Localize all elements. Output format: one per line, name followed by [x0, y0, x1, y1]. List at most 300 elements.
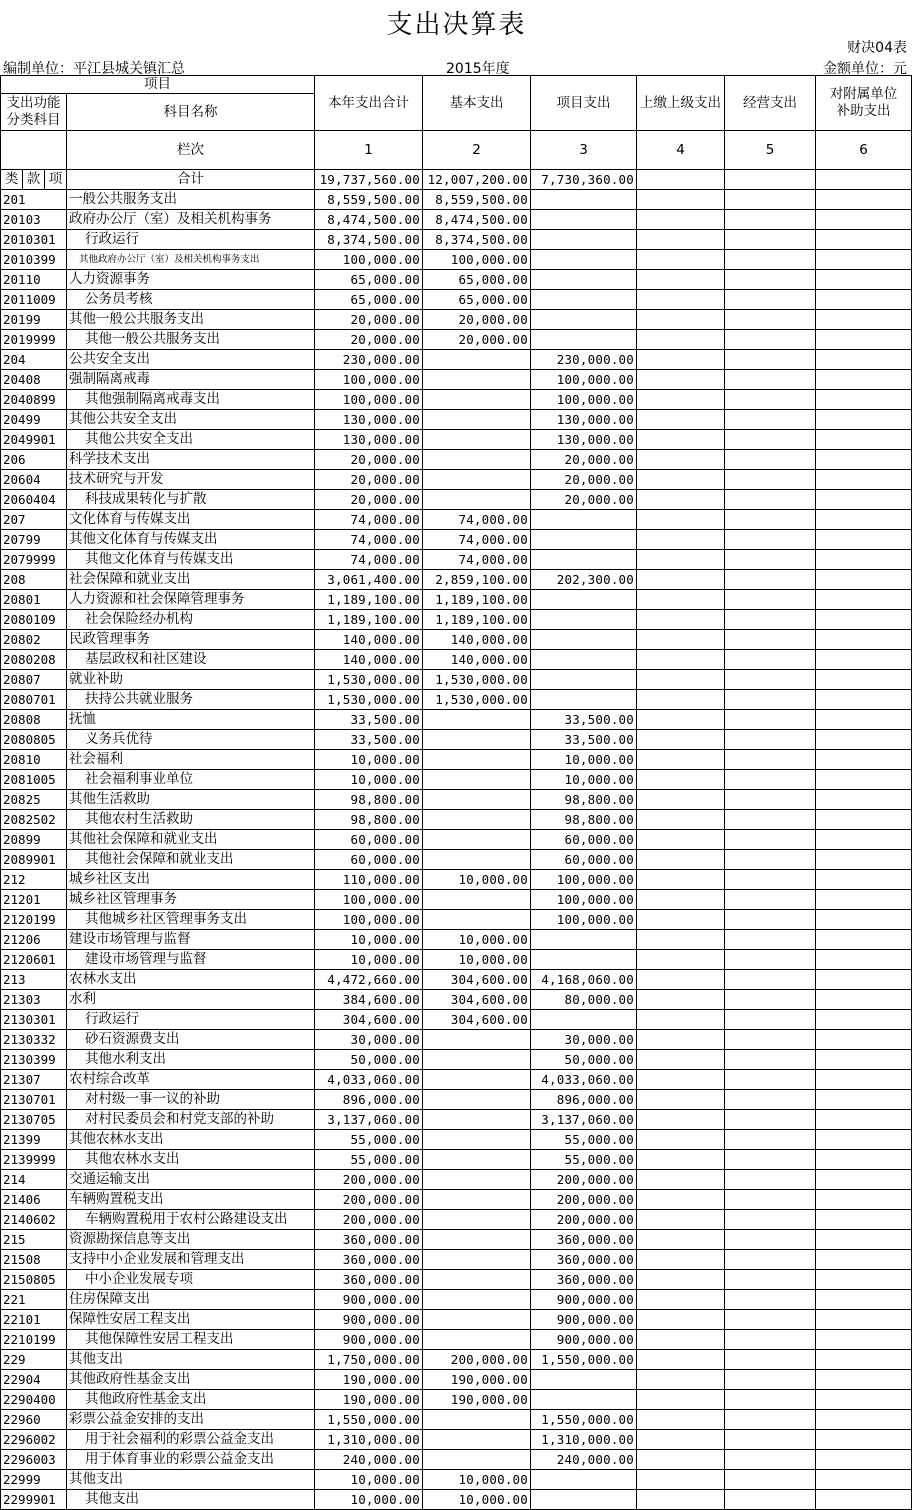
- row-subject-name: 其他一般公共服务支出: [67, 330, 315, 350]
- row-empty-cell: [816, 1110, 912, 1130]
- row-total: 4,033,060.00: [315, 1070, 423, 1090]
- row-project: 100,000.00: [531, 870, 637, 890]
- row-empty-cell: [725, 630, 816, 650]
- row-project: [531, 1490, 637, 1510]
- row-code: 2040899: [1, 390, 67, 410]
- row-total: 10,000.00: [315, 1470, 423, 1490]
- row-subject-name: 车辆购置税用于农村公路建设支出: [67, 1210, 315, 1230]
- row-empty-cell: [816, 370, 912, 390]
- row-empty-cell: [816, 1270, 912, 1290]
- row-empty-cell: [725, 1330, 816, 1350]
- table-row: [1, 1250, 912, 1270]
- row-empty-cell: [725, 1130, 816, 1150]
- row-total: 200,000.00: [315, 1210, 423, 1230]
- row-basic: 10,000.00: [423, 950, 531, 970]
- row-empty-cell: [637, 270, 725, 290]
- row-project: [531, 950, 637, 970]
- row-total: 230,000.00: [315, 350, 423, 370]
- row-total: 65,000.00: [315, 290, 423, 310]
- row-code: 20802: [1, 630, 67, 650]
- row-project: 10,000.00: [531, 770, 637, 790]
- row-project: [531, 610, 637, 630]
- row-subject-name: 其他文化体育与传媒支出: [67, 530, 315, 550]
- row-total: 55,000.00: [315, 1150, 423, 1170]
- row-empty-cell: [637, 290, 725, 310]
- row-basic: [423, 1130, 531, 1150]
- row-empty-cell: [725, 430, 816, 450]
- row-empty-cell: [637, 1290, 725, 1310]
- row-project: 30,000.00: [531, 1030, 637, 1050]
- row-project: 50,000.00: [531, 1050, 637, 1070]
- row-code: 215: [1, 1230, 67, 1250]
- table-row: [1, 470, 912, 490]
- row-project: [531, 1470, 637, 1490]
- row-empty-cell: [637, 970, 725, 990]
- row-empty-cell: [637, 1210, 725, 1230]
- table-row: [1, 230, 912, 250]
- row-code: 2120199: [1, 910, 67, 930]
- table-row: [1, 490, 912, 510]
- row-empty-cell: [637, 310, 725, 330]
- row-empty-cell: [637, 210, 725, 230]
- row-empty-cell: [637, 1030, 725, 1050]
- row-subject-name: 社会福利: [67, 750, 315, 770]
- row-code: 22960: [1, 1410, 67, 1430]
- table-row: [1, 390, 912, 410]
- row-project: [531, 230, 637, 250]
- row-empty-cell: [816, 1250, 912, 1270]
- row-total: 20,000.00: [315, 310, 423, 330]
- row-project: [531, 650, 637, 670]
- row-empty-cell: [816, 530, 912, 550]
- table-row: [1, 610, 912, 630]
- row-total: 1,189,100.00: [315, 610, 423, 630]
- row-code: 221: [1, 1290, 67, 1310]
- row-empty-cell: [816, 850, 912, 870]
- row-subject-name: 社会保障和就业支出: [67, 570, 315, 590]
- row-total: 100,000.00: [315, 390, 423, 410]
- row-empty-cell: [637, 1230, 725, 1250]
- row-project: 33,500.00: [531, 710, 637, 730]
- row-total: 74,000.00: [315, 530, 423, 550]
- row-basic: [423, 710, 531, 730]
- row-empty-cell: [816, 550, 912, 570]
- row-code: 2081005: [1, 770, 67, 790]
- row-empty-cell: [637, 490, 725, 510]
- row-empty-cell: [725, 1090, 816, 1110]
- total-amount: 19,737,560.00: [315, 170, 423, 190]
- row-code: 212: [1, 870, 67, 890]
- row-empty-cell: [725, 590, 816, 610]
- row-empty-cell: [725, 1390, 816, 1410]
- row-empty-cell: [637, 1310, 725, 1330]
- row-code: 204: [1, 350, 67, 370]
- row-empty-cell: [637, 670, 725, 690]
- row-project: [531, 270, 637, 290]
- row-empty-cell: [816, 1490, 912, 1510]
- row-basic: [423, 770, 531, 790]
- col-number-5: 5: [725, 131, 816, 170]
- row-empty-cell: [816, 1470, 912, 1490]
- row-code: 201: [1, 190, 67, 210]
- row-code: 2130332: [1, 1030, 67, 1050]
- row-empty-cell: [637, 1090, 725, 1110]
- row-empty-cell: [725, 870, 816, 890]
- row-empty-cell: [637, 610, 725, 630]
- col-subsidy-header: 对附属单位补助支出: [816, 76, 912, 131]
- row-code: 2130399: [1, 1050, 67, 1070]
- row-empty-cell: [725, 810, 816, 830]
- row-basic: [423, 1090, 531, 1110]
- row-code: 213: [1, 970, 67, 990]
- row-basic: [423, 750, 531, 770]
- row-empty-cell: [637, 570, 725, 590]
- row-subject-name: 其他农林水支出: [67, 1150, 315, 1170]
- row-subject-name: 水利: [67, 990, 315, 1010]
- table-row: [1, 970, 912, 990]
- row-project: [531, 930, 637, 950]
- row-empty-cell: [725, 1050, 816, 1070]
- row-empty-cell: [725, 350, 816, 370]
- row-code: 2130705: [1, 1110, 67, 1130]
- row-empty-cell: [816, 1370, 912, 1390]
- row-project: 900,000.00: [531, 1310, 637, 1330]
- row-empty-cell: [637, 1330, 725, 1350]
- row-empty-cell: [725, 1290, 816, 1310]
- row-code: 20103: [1, 210, 67, 230]
- row-empty-cell: [725, 410, 816, 430]
- row-subject-name: 一般公共服务支出: [67, 190, 315, 210]
- row-total: 8,374,500.00: [315, 230, 423, 250]
- row-total: 360,000.00: [315, 1230, 423, 1250]
- row-project: 130,000.00: [531, 430, 637, 450]
- row-code: 21307: [1, 1070, 67, 1090]
- row-total: 360,000.00: [315, 1250, 423, 1270]
- table-row: [1, 890, 912, 910]
- row-subject-name: 文化体育与传媒支出: [67, 510, 315, 530]
- row-total: 1,310,000.00: [315, 1430, 423, 1450]
- row-total: 130,000.00: [315, 430, 423, 450]
- row-basic: [423, 1230, 531, 1250]
- table-row: [1, 1030, 912, 1050]
- row-basic: [423, 490, 531, 510]
- table-row: [1, 410, 912, 430]
- row-empty-cell: [725, 310, 816, 330]
- row-code: 21399: [1, 1130, 67, 1150]
- table-row: [1, 350, 912, 370]
- row-total: 10,000.00: [315, 750, 423, 770]
- row-empty-cell: [816, 390, 912, 410]
- row-basic: 74,000.00: [423, 510, 531, 530]
- row-code: 21508: [1, 1250, 67, 1270]
- row-subject-name: 其他农村生活救助: [67, 810, 315, 830]
- row-project: 4,168,060.00: [531, 970, 637, 990]
- row-empty-cell: [816, 290, 912, 310]
- row-empty-cell: [725, 650, 816, 670]
- row-basic: 1,189,100.00: [423, 610, 531, 630]
- table-row: [1, 1330, 912, 1350]
- row-total: 10,000.00: [315, 950, 423, 970]
- row-code: 21201: [1, 890, 67, 910]
- row-code: 2080701: [1, 690, 67, 710]
- row-empty-cell: [816, 970, 912, 990]
- row-subject-name: 其他农林水支出: [67, 1130, 315, 1150]
- report-year: 2015年度: [446, 61, 510, 77]
- row-total: 55,000.00: [315, 1130, 423, 1150]
- row-subject-name: 其他水利支出: [67, 1050, 315, 1070]
- col-business-header: 经营支出: [725, 76, 816, 131]
- table-row: [1, 550, 912, 570]
- subject-name-header: 科目名称: [67, 94, 315, 131]
- table-row: [1, 1370, 912, 1390]
- total-label: 合计: [67, 170, 315, 190]
- row-project: 20,000.00: [531, 450, 637, 470]
- row-empty-cell: [816, 1010, 912, 1030]
- row-project: 80,000.00: [531, 990, 637, 1010]
- table-row: [1, 850, 912, 870]
- row-basic: 10,000.00: [423, 1470, 531, 1490]
- row-subject-name: 科技成果转化与扩散: [67, 490, 315, 510]
- row-project: [531, 670, 637, 690]
- row-empty-cell: [725, 1410, 816, 1430]
- row-code: 21406: [1, 1190, 67, 1210]
- row-empty-cell: [725, 1010, 816, 1030]
- row-empty-cell: [725, 750, 816, 770]
- row-total: 98,800.00: [315, 790, 423, 810]
- row-empty-cell: [816, 690, 912, 710]
- row-code: 20810: [1, 750, 67, 770]
- row-total: 8,559,500.00: [315, 190, 423, 210]
- row-subject-name: 中小企业发展专项: [67, 1270, 315, 1290]
- row-empty-cell: [725, 1170, 816, 1190]
- row-total: 65,000.00: [315, 270, 423, 290]
- row-total: 140,000.00: [315, 630, 423, 650]
- row-empty-cell: [637, 1350, 725, 1370]
- row-project: [531, 510, 637, 530]
- row-empty-cell: [725, 210, 816, 230]
- row-subject-name: 人力资源和社会保障管理事务: [67, 590, 315, 610]
- table-row: [1, 1210, 912, 1230]
- row-subject-name: 技术研究与开发: [67, 470, 315, 490]
- row-total: 1,189,100.00: [315, 590, 423, 610]
- table-row: [1, 730, 912, 750]
- row-empty-cell: [816, 810, 912, 830]
- row-basic: 8,559,500.00: [423, 190, 531, 210]
- row-empty-cell: [816, 1090, 912, 1110]
- row-project: [531, 310, 637, 330]
- row-empty-cell: [725, 710, 816, 730]
- row-basic: [423, 810, 531, 830]
- row-empty-cell: [816, 790, 912, 810]
- row-total: 20,000.00: [315, 330, 423, 350]
- row-total: 240,000.00: [315, 1450, 423, 1470]
- row-empty-cell: [637, 530, 725, 550]
- row-empty-cell: [816, 670, 912, 690]
- row-basic: [423, 1310, 531, 1330]
- row-subject-name: 农林水支出: [67, 970, 315, 990]
- row-empty-cell: [725, 950, 816, 970]
- row-project: [531, 550, 637, 570]
- row-basic: 65,000.00: [423, 270, 531, 290]
- row-empty-cell: [637, 850, 725, 870]
- row-empty-cell: [725, 610, 816, 630]
- row-project: [531, 190, 637, 210]
- row-empty-cell: [637, 730, 725, 750]
- row-subject-name: 其他支出: [67, 1350, 315, 1370]
- row-empty-cell: [725, 1210, 816, 1230]
- table-row: [1, 1090, 912, 1110]
- row-total: 200,000.00: [315, 1190, 423, 1210]
- row-basic: 20,000.00: [423, 330, 531, 350]
- row-code: 20604: [1, 470, 67, 490]
- row-code: 2080208: [1, 650, 67, 670]
- row-code: 21206: [1, 930, 67, 950]
- row-basic: [423, 1110, 531, 1130]
- row-basic: [423, 1170, 531, 1190]
- row-empty-cell: [725, 790, 816, 810]
- row-code: 20808: [1, 710, 67, 730]
- row-empty-cell: [637, 870, 725, 890]
- table-row: [1, 590, 912, 610]
- compiling-unit: 编制单位：平江县城关镇汇总: [3, 61, 185, 77]
- row-empty-cell: [816, 870, 912, 890]
- row-empty-cell: [725, 270, 816, 290]
- table-row: [1, 1430, 912, 1450]
- row-empty-cell: [725, 290, 816, 310]
- table-row: [1, 290, 912, 310]
- row-empty-cell: [725, 1190, 816, 1210]
- row-empty-cell: [725, 970, 816, 990]
- row-subject-name: 其他强制隔离戒毒支出: [67, 390, 315, 410]
- row-project: 55,000.00: [531, 1130, 637, 1150]
- row-empty-cell: [637, 1110, 725, 1130]
- table-row: [1, 450, 912, 470]
- row-total: 33,500.00: [315, 730, 423, 750]
- table-row: [1, 1290, 912, 1310]
- col-number-3: 3: [531, 131, 637, 170]
- row-project: 100,000.00: [531, 890, 637, 910]
- table-row: [1, 1010, 912, 1030]
- total-project: 7,730,360.00: [531, 170, 637, 190]
- row-code: 20899: [1, 830, 67, 850]
- row-subject-name: 其他保障性安居工程支出: [67, 1330, 315, 1350]
- row-subject-name: 彩票公益金安排的支出: [67, 1410, 315, 1430]
- row-project: 20,000.00: [531, 470, 637, 490]
- table-row: [1, 1050, 912, 1070]
- row-subject-name: 其他一般公共服务支出: [67, 310, 315, 330]
- row-basic: [423, 1270, 531, 1290]
- col-upper-header: 上缴上级支出: [637, 76, 725, 131]
- row-project: 100,000.00: [531, 910, 637, 930]
- row-basic: [423, 390, 531, 410]
- table-row: [1, 190, 912, 210]
- row-subject-name: 用于体育事业的彩票公益金支出: [67, 1450, 315, 1470]
- row-empty-cell: [816, 1150, 912, 1170]
- row-code: 2011009: [1, 290, 67, 310]
- expenditure-table: [0, 75, 912, 1510]
- row-total: 8,474,500.00: [315, 210, 423, 230]
- table-row: [1, 370, 912, 390]
- row-code: 214: [1, 1170, 67, 1190]
- row-total: 30,000.00: [315, 1030, 423, 1050]
- row-empty-cell: [637, 190, 725, 210]
- table-row: [1, 1350, 912, 1370]
- row-empty-cell: [816, 1170, 912, 1190]
- row-total: 384,600.00: [315, 990, 423, 1010]
- row-project: 200,000.00: [531, 1170, 637, 1190]
- row-subject-name: 其他政府办公厅（室）及相关机构事务支出: [67, 250, 315, 270]
- row-empty-cell: [637, 1370, 725, 1390]
- row-empty-cell: [816, 750, 912, 770]
- row-empty-cell: [637, 1390, 725, 1410]
- table-row: [1, 210, 912, 230]
- row-total: 20,000.00: [315, 450, 423, 470]
- row-empty-cell: [725, 570, 816, 590]
- row-total: 10,000.00: [315, 1490, 423, 1510]
- form-number: 财决04表: [847, 40, 907, 56]
- row-code: 2140602: [1, 1210, 67, 1230]
- row-subject-name: 社会福利事业单位: [67, 770, 315, 790]
- row-empty-cell: [725, 370, 816, 390]
- table-row: [1, 1390, 912, 1410]
- row-empty-cell: [816, 890, 912, 910]
- table-row: [1, 430, 912, 450]
- row-subject-name: 其他文化体育与传媒支出: [67, 550, 315, 570]
- row-empty-cell: [816, 230, 912, 250]
- table-row: [1, 530, 912, 550]
- table-row: [1, 870, 912, 890]
- row-total: 98,800.00: [315, 810, 423, 830]
- row-total: 60,000.00: [315, 830, 423, 850]
- row-code: 2210199: [1, 1330, 67, 1350]
- row-basic: 74,000.00: [423, 530, 531, 550]
- table-row: [1, 690, 912, 710]
- row-total: 10,000.00: [315, 770, 423, 790]
- row-empty-cell: [637, 330, 725, 350]
- row-subject-name: 建设市场管理与监督: [67, 930, 315, 950]
- row-subject-name: 强制隔离戒毒: [67, 370, 315, 390]
- row-subject-name: 保障性安居工程支出: [67, 1310, 315, 1330]
- table-row: [1, 1470, 912, 1490]
- row-empty-cell: [725, 330, 816, 350]
- row-code: 21303: [1, 990, 67, 1010]
- row-empty-cell: [637, 1070, 725, 1090]
- row-total: 20,000.00: [315, 470, 423, 490]
- row-total: 100,000.00: [315, 370, 423, 390]
- row-empty-cell: [816, 630, 912, 650]
- row-basic: [423, 1450, 531, 1470]
- row-code: 207: [1, 510, 67, 530]
- row-code: 2139999: [1, 1150, 67, 1170]
- row-total: 20,000.00: [315, 490, 423, 510]
- row-code: 2019999: [1, 330, 67, 350]
- row-empty-cell: [816, 1390, 912, 1410]
- row-project: 200,000.00: [531, 1190, 637, 1210]
- table-row: [1, 310, 912, 330]
- row-total: 900,000.00: [315, 1330, 423, 1350]
- row-subject-name: 政府办公厅（室）及相关机构事务: [67, 210, 315, 230]
- row-project: 360,000.00: [531, 1250, 637, 1270]
- row-code: 22999: [1, 1470, 67, 1490]
- row-empty-cell: [816, 350, 912, 370]
- row-project: [531, 1010, 637, 1030]
- row-empty-cell: [637, 750, 725, 770]
- row-empty-cell: [725, 850, 816, 870]
- row-total: 360,000.00: [315, 1270, 423, 1290]
- row-code: 2296002: [1, 1430, 67, 1450]
- row-empty-cell: [816, 590, 912, 610]
- row-empty-cell: [816, 1230, 912, 1250]
